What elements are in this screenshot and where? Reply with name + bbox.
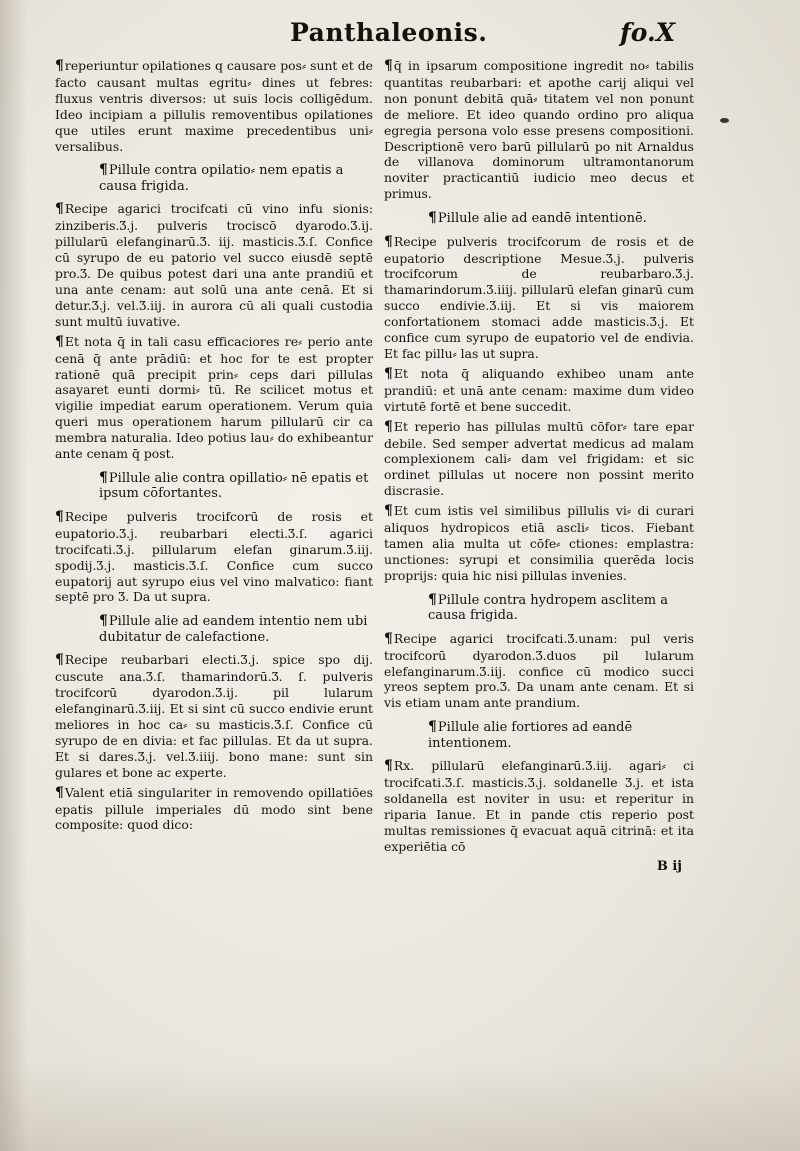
paragraph-mark-icon: ¶ xyxy=(384,233,393,250)
paragraph-text: Et nota q̄ in tali casu efficaciores re⸗ perio ante cenā q̄ ante prādiū: et hoc for te est propter rationē quā precipit prin⸗ ceps dari pillulas asayaret eunti dormi⸗ tū. Re scilicet motus et vigilie impediat earum operationem. Verum quia queri mus operationem harum pillularū cir ca membra naturalia. Ideo potius lau⸗ do exhibeantur ante cenam q̄ post. xyxy=(55,333,373,462)
paragraph-mark-icon: ¶ xyxy=(55,508,64,525)
paragraph-mark-icon: ¶ xyxy=(384,418,393,435)
left-text-column xyxy=(55,58,373,837)
text-paragraph xyxy=(384,366,694,415)
text-paragraph xyxy=(384,419,694,500)
paragraph-text: Recipe reubarbari electi.Ʒ.j. spice spo dij. cuscute ana.Ʒ.ſ. thamarindorū.Ʒ. ſ. pulveris trocifcorū dyarodon.Ʒ.ij. pil lularum elefanginarū.Ʒ.iij. Et si sint cū succo endivie erunt meliores in hoc ca⸗ su masticis.Ʒ.ſ. Confice cū syrupo de en divia: et fac pillulas. Et da ut supra. Et si dares.Ʒ.j. vel.Ʒ.iiij. bono mane: sunt sin gulares et bone ac experte. xyxy=(55,652,373,780)
text-paragraph xyxy=(55,334,373,462)
paragraph-mark-icon: ¶ xyxy=(384,503,393,520)
paragraph-text: Valent etiā singulariter in removendo opillatiōes epatis pillule imperiales dū modo sint bene composite: quod dico: xyxy=(55,784,373,833)
paragraph-text: Recipe pulveris trocifcorum de rosis et de eupatorio descriptione Mesue.Ʒ.j. pulveris trocifcorum de reubarbaro.Ʒ.j. thamarindorum.Ʒ.iiij. pillularū elefan ginarū cum succo endivie.Ʒ.iij. Et si vis maiorem confortationem stomaci adde masticis.Ʒ.j. Et confice cum syrupo de eupatorio vel de endivia. Et fac pillu⸗ las ut supra. xyxy=(384,233,694,361)
paragraph-text: Recipe agarici trocifcati cū vino infu sionis: zinziberis.Ʒ.j. pulveris trociscō dyarodo.Ʒ.ij. pillularū elefanginarū.Ʒ. iij. masticis.Ʒ.ſ. Confice cū syrupo de eu patorio vel succo eiusdē septē pro.Ʒ. De quibus potest dari una ante prandiū et una ante cenam: aut solū una ante cenā. Et si detur.Ʒ.j. vel.Ʒ.iij. in aurora cū ali quali custodia sunt multū iuvative. xyxy=(55,201,373,329)
heading-text: Pillule contra opilatio⸗ nem epatis a causa frigida. xyxy=(99,163,344,194)
text-paragraph xyxy=(384,58,694,202)
text-paragraph xyxy=(384,503,694,584)
paragraph-mark-icon: ¶ xyxy=(384,58,393,74)
paragraph-mark-icon: ¶ xyxy=(99,162,108,179)
text-paragraph xyxy=(55,785,373,834)
paragraph-mark-icon: ¶ xyxy=(55,784,64,801)
section-heading xyxy=(428,720,694,751)
paper-bottom-shade xyxy=(0,1061,800,1151)
paragraph-mark-icon: ¶ xyxy=(55,58,64,74)
text-paragraph xyxy=(55,652,373,780)
paragraph-mark-icon: ¶ xyxy=(55,201,64,218)
paragraph-text: Recipe pulveris trocifcorū de rosis et eupatorio.Ʒ.j. reubarbari electi.Ʒ.ſ. agarici trocifcati.Ʒ.j. pillularum elefan ginarum.Ʒ.iij. spodij.Ʒ.j. masticis.Ʒ.ſ. Confice cum succo eupatorij aut syrupo eius vel vino malvatico: fiant septē pro Ʒ. Da ut supra. xyxy=(55,508,373,605)
signature-catchword: B ij xyxy=(656,858,682,874)
heading-text: Pillule alie ad eandē intentionē. xyxy=(437,211,647,227)
running-head: Panthaleonis. xyxy=(290,18,488,47)
ink-spot xyxy=(720,118,729,123)
paragraph-mark-icon: ¶ xyxy=(428,719,437,736)
heading-text: Pillule contra hydropem asclitem a causa frigida. xyxy=(428,592,668,624)
text-paragraph xyxy=(384,758,694,854)
paragraph-text: Rx. pillularū elefanginarū.Ʒ.iij. agari⸗ ci trocifcati.Ʒ.ſ. masticis.Ʒ.j. soldanelle Ʒ.j. et ista soldanella est noviter in usu: et reperitur in riparia Ianue. Et in pande ctis reperio post multas remissiones q̄ evacuat aquā citrinā: et ita experiētia cō xyxy=(384,758,694,854)
paragraph-mark-icon: ¶ xyxy=(428,591,437,608)
paragraph-mark-icon: ¶ xyxy=(384,365,393,382)
heading-text: Pillule alie fortiores ad eandē intentionem. xyxy=(428,720,633,751)
section-heading xyxy=(99,471,373,502)
paragraph-mark-icon: ¶ xyxy=(55,652,64,669)
paragraph-mark-icon: ¶ xyxy=(99,613,108,630)
paragraph-text: Recipe agarici trocifcati.Ʒ.unam: pul veris trocifcorū dyarodon.Ʒ.duos pil lularum elefanginarum.Ʒ.iij. confice cū modico succi yreos septem pro.Ʒ. Da unam ante cenam. Et si vis etiam unam ante prandium. xyxy=(384,630,694,711)
paragraph-mark-icon: ¶ xyxy=(384,630,393,647)
paragraph-text: Et reperio has pillulas multū cōfor⸗ tare epar debile. Sed semper advertat medicus ad malam complexionem cali⸗ dam vel frigidam: et sic ordinet pillulas ut nocere non possint merito discrasie. xyxy=(384,418,694,499)
right-text-column xyxy=(384,58,694,875)
section-heading xyxy=(428,593,694,624)
paragraph-mark-icon: ¶ xyxy=(55,333,64,350)
folio-number: fo.X xyxy=(620,18,676,47)
text-paragraph xyxy=(384,631,694,712)
heading-text: Pillule alie ad eandem intentio nem ubi dubitatur de calefactione. xyxy=(99,614,368,645)
paragraph-text: Et cum istis vel similibus pillulis vi⸗ di curari aliquos hydropicos etiā ascli⸗ ticos. Fiebant tamen alia multa ut cōfe⸗ ctiones: emplastra: unctiones: syrupi et consimilia querēda locis proprijs: quia hic nisi pillulas invenies. xyxy=(384,503,694,583)
paragraph-text: Et nota q̄ aliquando exhibeo unam ante prandiū: et unā ante cenam: maxime dum video virtutē fortē et bene succedit. xyxy=(384,365,694,414)
paragraph-mark-icon: ¶ xyxy=(384,758,393,775)
paragraph-text: reperiuntur opilationes q causare pos⸗ sunt et de facto causant multas egritu⸗ dines ut febres: fluxus ventris diversos: ut suis locis colligēdum. Ideo incipiam a pillulis removentibus opilationes que utiles erunt maxime precedentibus uni⸗ versalibus. xyxy=(55,58,373,154)
section-heading xyxy=(99,614,373,645)
binding-shadow xyxy=(0,0,28,1151)
paragraph-mark-icon: ¶ xyxy=(428,210,437,227)
heading-text: Pillule alie contra opillatio⸗ nē epatis et ipsum cōfortantes. xyxy=(99,470,369,502)
section-heading xyxy=(99,163,373,194)
paragraph-text: q̄ in ipsarum compositione ingredit no⸗ tabilis quantitas reubarbari: et apothe carij aliqui vel non ponunt debitā quā⸗ titatem vel non ponunt de meliore. Et ideo quando ordino pro aliqua egregia persona volo esse presens compositioni. Descriptionē vero barū pillularū po nit Arnaldus de villanova dominorum ultramontanorum noviter practicantiū iudicio meo decus et primus. xyxy=(384,58,694,202)
text-paragraph xyxy=(384,234,694,362)
paragraph-mark-icon: ¶ xyxy=(99,469,108,486)
text-paragraph xyxy=(55,201,373,329)
text-paragraph xyxy=(55,58,373,154)
section-heading xyxy=(428,211,694,227)
text-paragraph xyxy=(55,509,373,605)
